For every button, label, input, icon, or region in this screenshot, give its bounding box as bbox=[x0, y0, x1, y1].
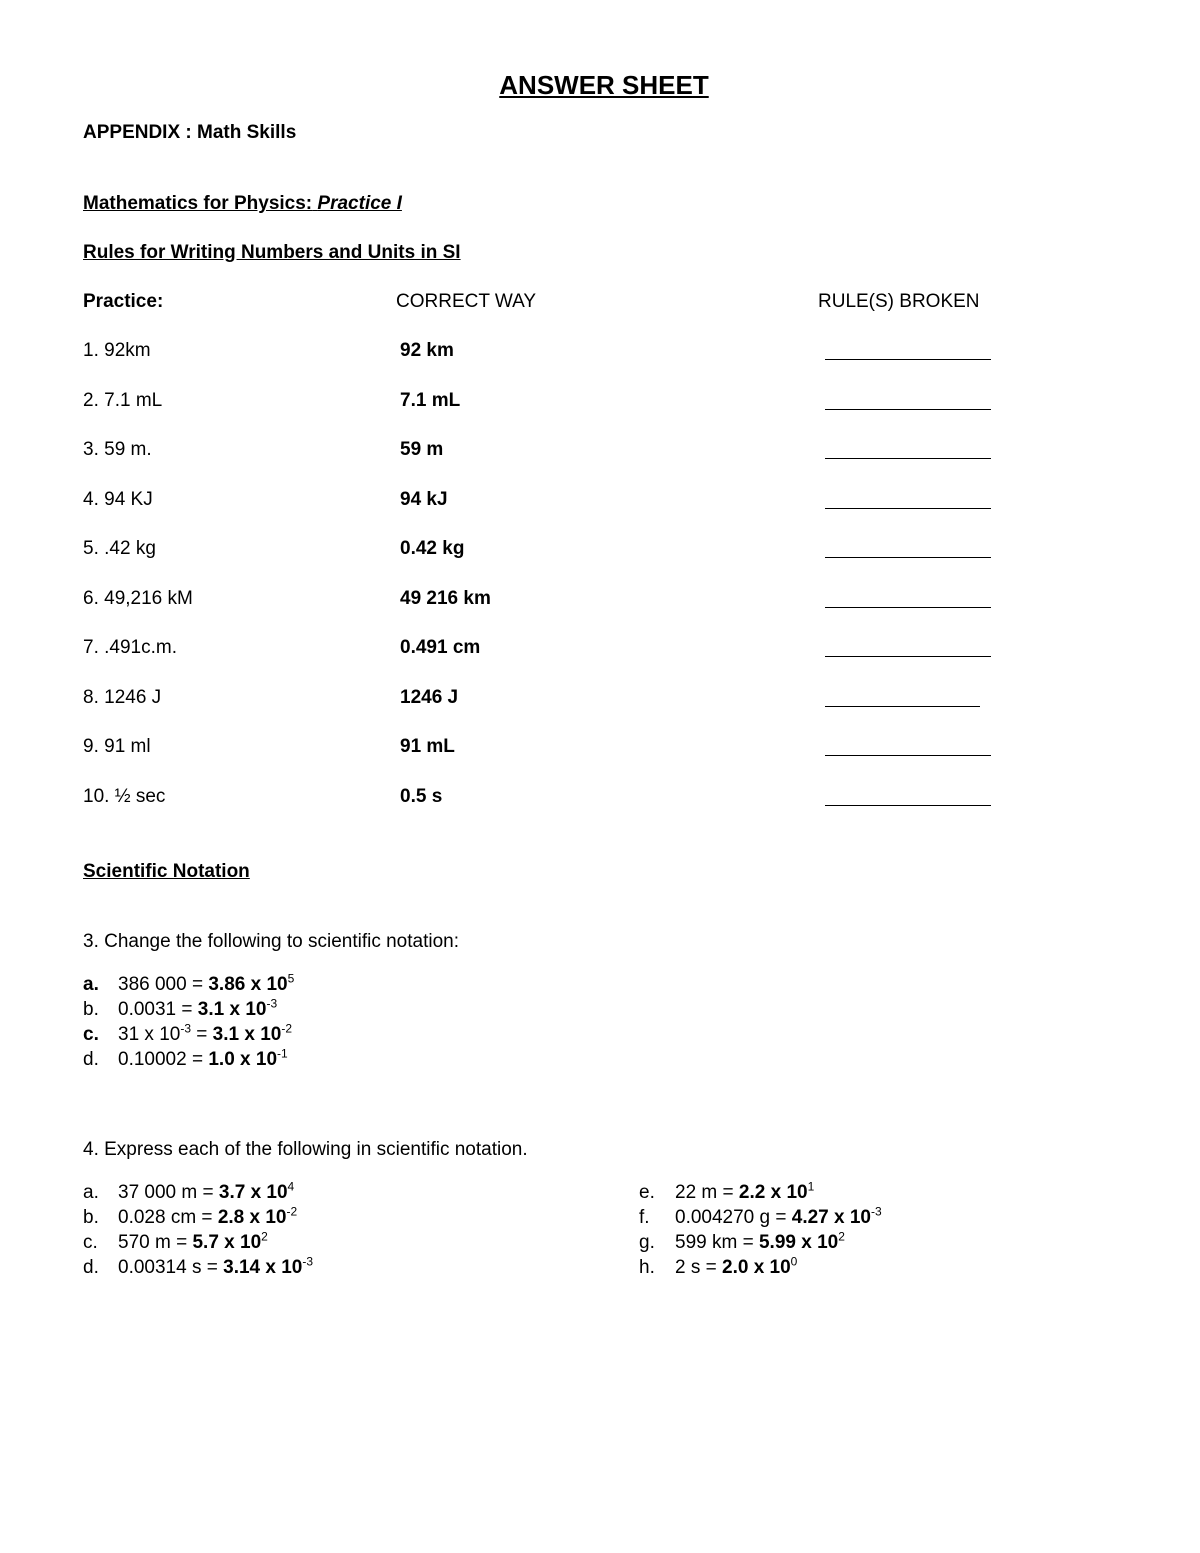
practice-row bbox=[0, 786, 1200, 810]
given-value: 6. 49,216 kM bbox=[83, 587, 193, 609]
item-answer-exponent: 0 bbox=[790, 1254, 798, 1269]
item-label: f. bbox=[639, 1207, 650, 1228]
notation-item bbox=[639, 1254, 798, 1279]
appendix-heading: APPENDIX : Math Skills bbox=[83, 122, 297, 143]
item-expression: 0.0031 = bbox=[118, 999, 198, 1020]
item-answer: 3.7 x 10 bbox=[218, 1182, 288, 1203]
practice-row bbox=[0, 538, 1200, 562]
item-answer: 2.8 x 10 bbox=[217, 1207, 287, 1228]
item-answer-exponent: -2 bbox=[281, 1021, 292, 1036]
notation-item bbox=[83, 996, 278, 1021]
answer-blank-line bbox=[825, 655, 991, 657]
practice-row bbox=[0, 439, 1200, 463]
col-practice-header: Practice: bbox=[83, 291, 164, 312]
item-answer: 5.99 x 10 bbox=[758, 1232, 839, 1253]
answer-blank-line bbox=[825, 457, 991, 459]
col-rules-header: RULE(S) BROKEN bbox=[818, 291, 980, 312]
answer-blank-line bbox=[825, 507, 991, 509]
section-heading-italic: Practice I bbox=[317, 193, 402, 214]
item-expression: 0.00314 s = bbox=[118, 1257, 224, 1278]
item-answer: 3.1 x 10 bbox=[212, 1024, 282, 1045]
notation-item bbox=[83, 1254, 314, 1279]
item-answer-exponent: -1 bbox=[277, 1046, 288, 1061]
answer-blank-line bbox=[825, 556, 991, 558]
answer-blank-line bbox=[825, 606, 991, 608]
item-answer: 3.14 x 10 bbox=[223, 1257, 303, 1278]
practice-row bbox=[0, 340, 1200, 364]
practice-row bbox=[0, 390, 1200, 414]
given-value: 8. 1246 J bbox=[83, 686, 162, 708]
given-value: 1. 92km bbox=[83, 340, 151, 361]
scientific-notation-heading: Scientific Notation bbox=[83, 861, 250, 882]
section-heading bbox=[83, 193, 402, 215]
item-label: b. bbox=[83, 999, 99, 1020]
item-expression: 0.004270 g = bbox=[675, 1207, 792, 1228]
item-answer-exponent: 5 bbox=[287, 971, 295, 986]
section-heading-main: Mathematics for Physics: bbox=[83, 193, 313, 214]
item-expression: 386 000 = bbox=[118, 974, 209, 995]
answer-blank-line bbox=[825, 754, 991, 756]
given-value: 10. ½ sec bbox=[83, 785, 166, 807]
practice-row bbox=[0, 736, 1200, 760]
item-label: d. bbox=[83, 1257, 99, 1278]
item-label: a. bbox=[83, 1182, 99, 1203]
item-answer-exponent: 1 bbox=[807, 1179, 815, 1194]
rules-subheading: Rules for Writing Numbers and Units in SI bbox=[83, 242, 461, 263]
page-title: ANSWER SHEET bbox=[499, 70, 709, 100]
item-label: e. bbox=[639, 1182, 655, 1203]
practice-row bbox=[0, 588, 1200, 612]
item-expression: 37 000 m = bbox=[118, 1182, 219, 1203]
correct-value: 0.5 s bbox=[400, 785, 443, 807]
item-expression: 570 m = bbox=[118, 1232, 193, 1253]
given-value: 7. .491c.m. bbox=[83, 637, 177, 658]
item-label: a. bbox=[83, 974, 99, 995]
answer-blank-line bbox=[825, 408, 991, 410]
item-expression: 31 x 10 bbox=[118, 1024, 181, 1045]
answer-blank-line bbox=[825, 705, 980, 707]
col-correct-header: CORRECT WAY bbox=[396, 291, 537, 312]
correct-value: 92 km bbox=[400, 340, 454, 361]
item-expression: 0.10002 = bbox=[118, 1049, 209, 1070]
notation-item bbox=[639, 1179, 815, 1204]
item-label: h. bbox=[639, 1257, 655, 1278]
item-answer: 2.0 x 10 bbox=[722, 1257, 791, 1278]
item-answer: 1.0 x 10 bbox=[208, 1049, 278, 1070]
notation-item bbox=[83, 1204, 298, 1229]
item-expression-exponent: -3 bbox=[180, 1021, 191, 1036]
item-expression: 2 s = bbox=[675, 1257, 722, 1278]
item-answer-exponent: 2 bbox=[261, 1229, 268, 1244]
notation-item bbox=[83, 1179, 295, 1204]
given-value: 3. 59 m. bbox=[83, 439, 152, 460]
item-answer-exponent: 2 bbox=[838, 1229, 845, 1244]
item-answer: 5.7 x 10 bbox=[192, 1232, 262, 1253]
given-value: 2. 7.1 mL bbox=[83, 389, 163, 411]
item-label: c. bbox=[83, 1232, 98, 1253]
item-answer-exponent: -3 bbox=[266, 996, 278, 1011]
given-value: 9. 91 ml bbox=[83, 736, 151, 757]
correct-value: 49 216 km bbox=[400, 587, 491, 609]
notation-item bbox=[83, 1046, 288, 1071]
item-answer-exponent: -3 bbox=[302, 1254, 314, 1269]
item-expression: 599 km = bbox=[675, 1232, 759, 1253]
item-answer-exponent: -3 bbox=[871, 1204, 882, 1219]
correct-value: 1246 J bbox=[400, 686, 459, 708]
notation-item bbox=[639, 1229, 845, 1254]
item-answer-exponent: 4 bbox=[287, 1179, 295, 1194]
correct-value: 0.491 cm bbox=[400, 637, 481, 658]
correct-value: 7.1 mL bbox=[400, 389, 461, 411]
notation-item bbox=[83, 971, 295, 996]
item-expression: 22 m = bbox=[675, 1182, 739, 1203]
item-answer: 3.86 x 10 bbox=[208, 974, 288, 995]
practice-row bbox=[0, 489, 1200, 513]
given-value: 5. .42 kg bbox=[83, 538, 156, 559]
practice-row bbox=[0, 637, 1200, 661]
answer-blank-line bbox=[825, 358, 991, 360]
answer-blank-line bbox=[825, 804, 991, 806]
item-answer: 3.1 x 10 bbox=[197, 999, 267, 1020]
item-answer: 2.2 x 10 bbox=[738, 1182, 808, 1203]
correct-value: 91 mL bbox=[400, 736, 455, 757]
q4-prompt: 4. Express each of the following in scientific notation. bbox=[83, 1139, 528, 1160]
notation-item bbox=[83, 1021, 292, 1046]
item-label: b. bbox=[83, 1207, 99, 1228]
item-label: c. bbox=[83, 1024, 99, 1045]
item-answer: 4.27 x 10 bbox=[791, 1207, 871, 1228]
correct-value: 59 m bbox=[400, 439, 444, 460]
item-expression: 0.028 cm = bbox=[118, 1207, 218, 1228]
q3-prompt: 3. Change the following to scientific notation: bbox=[83, 931, 460, 952]
given-value: 4. 94 KJ bbox=[83, 488, 153, 510]
item-label: g. bbox=[639, 1232, 655, 1253]
item-label: d. bbox=[83, 1049, 99, 1070]
practice-row bbox=[0, 687, 1200, 711]
correct-value: 94 kJ bbox=[400, 488, 448, 510]
item-answer-exponent: -2 bbox=[286, 1204, 298, 1219]
notation-item bbox=[83, 1229, 268, 1254]
correct-value: 0.42 kg bbox=[400, 538, 465, 559]
notation-item bbox=[639, 1204, 882, 1229]
item-equals: = bbox=[191, 1024, 213, 1045]
